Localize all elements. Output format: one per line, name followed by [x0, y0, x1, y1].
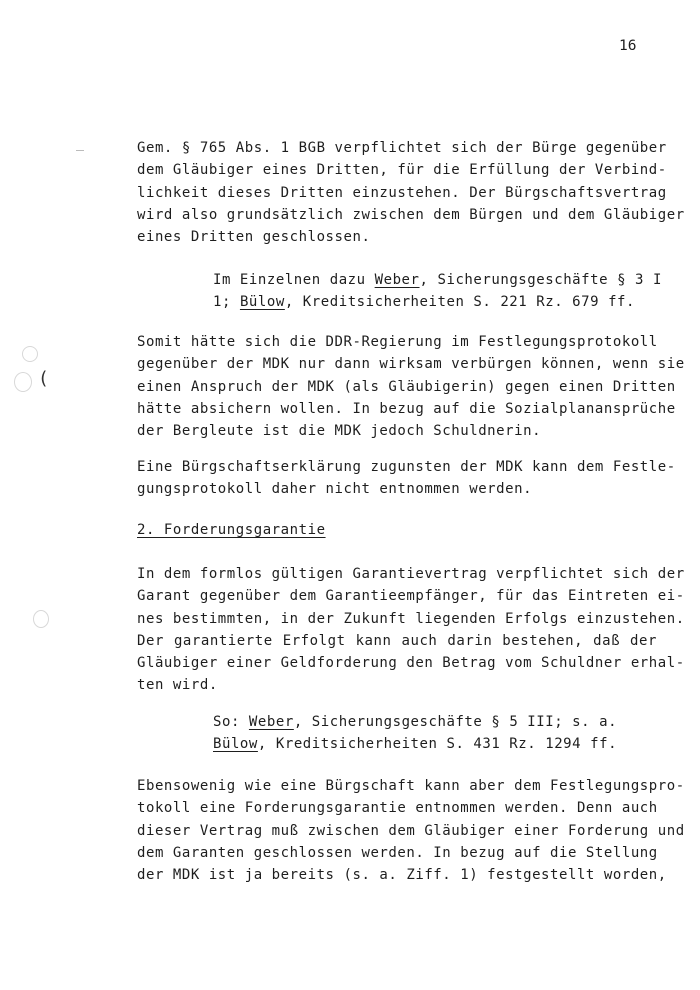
page-number: 16 [619, 38, 637, 54]
citation-text: , Kreditsicherheiten S. 221 Rz. 679 ff. [284, 294, 636, 311]
text-line: lichkeit dieses Dritten einzustehen. Der Bürgschaftsvertrag [137, 184, 667, 201]
citation-text: So: [213, 714, 249, 730]
citation-author: Weber [374, 272, 420, 288]
citation-text: , Sicherungsgeschäfte § 5 III; s. a. [293, 714, 618, 730]
citation-text: , Kreditsicherheiten S. 431 Rz. 1294 ff. [257, 736, 618, 753]
text-line: der Bergleute ist die MDK jedoch Schuldnerin. [137, 423, 542, 440]
paragraph-3 [137, 456, 676, 501]
text-line: Ebensowenig wie eine Bürgschaft kann aber dem Festlegungspro- [137, 778, 685, 794]
citation-2 [213, 711, 618, 756]
text-line: tokoll eine Forderungsgarantie entnommen werden. Denn auch [137, 800, 658, 817]
text-line: dieser Vertrag muß zwischen dem Gläubiger einer Forderung und [137, 822, 685, 839]
paragraph-2 [137, 331, 685, 442]
text-line: Somit hätte sich die DDR-Regierung im Festlegungsprotokoll [137, 334, 658, 350]
citation-line [213, 269, 662, 291]
margin-paren-mark: ( [38, 368, 49, 389]
section-heading-text: 2. Forderungsgarantie [137, 522, 326, 538]
citation-author: Weber [248, 714, 294, 730]
paragraph-4 [137, 563, 685, 697]
text-line: ten wird. [137, 677, 218, 694]
text-line: wird also grundsätzlich zwischen dem Bürgen und dem Gläubiger [137, 206, 685, 223]
text-line: der MDK ist ja bereits (s. a. Ziff. 1) festgestellt worden, [137, 867, 667, 884]
citation-1 [213, 269, 662, 314]
text-line: eines Dritten geschlossen. [137, 229, 371, 246]
text-line: Eine Bürgschaftserklärung zugunsten der MDK kann dem Festle- [137, 459, 676, 475]
text-line: In dem formlos gültigen Garantievertrag verpflichtet sich der [137, 566, 685, 582]
punch-hole-mark [22, 346, 38, 362]
text-line: Der garantierte Erfolgt kann auch darin bestehen, daß der [137, 632, 657, 649]
text-line: dem Garanten geschlossen werden. In bezug auf die Stellung [137, 844, 658, 861]
citation-author: Bülow [239, 294, 285, 311]
text-line: Gem. § 765 Abs. 1 BGB verpflichtet sich der Bürge gegenüber [137, 140, 667, 156]
margin-tick [76, 150, 84, 151]
section-heading [137, 522, 326, 538]
text-line: gungsprotokoll daher nicht entnommen werden. [137, 481, 533, 498]
citation-line [213, 733, 618, 755]
citation-text: 1; [213, 294, 240, 311]
punch-hole-mark [33, 610, 49, 628]
citation-text: , Sicherungsgeschäfte § 3 I [419, 272, 662, 288]
punch-hole-mark [14, 372, 32, 392]
text-line: gegenüber der MDK nur dann wirksam verbürgen können, wenn sie [137, 356, 685, 373]
text-line: nes bestimmten, in der Zukunft liegenden Erfolgs einzustehen. [137, 610, 685, 627]
text-line: einen Anspruch der MDK (als Gläubigerin) gegen einen Dritten [137, 378, 676, 395]
paragraph-1 [137, 137, 685, 248]
text-line: dem Gläubiger eines Dritten, für die Erfüllung der Verbind- [137, 162, 667, 179]
citation-text: Im Einzelnen dazu [213, 272, 375, 288]
text-line: hätte absichern wollen. In bezug auf die Sozialplanansprüche [137, 400, 676, 417]
citation-author: Bülow [213, 736, 258, 753]
text-line: Gläubiger einer Geldforderung den Betrag vom Schuldner erhal- [137, 655, 685, 672]
citation-line [213, 711, 618, 733]
paragraph-5 [137, 775, 685, 886]
citation-line [213, 291, 636, 313]
text-line: Garant gegenüber dem Garantieempfänger, für das Eintreten ei- [137, 588, 685, 605]
